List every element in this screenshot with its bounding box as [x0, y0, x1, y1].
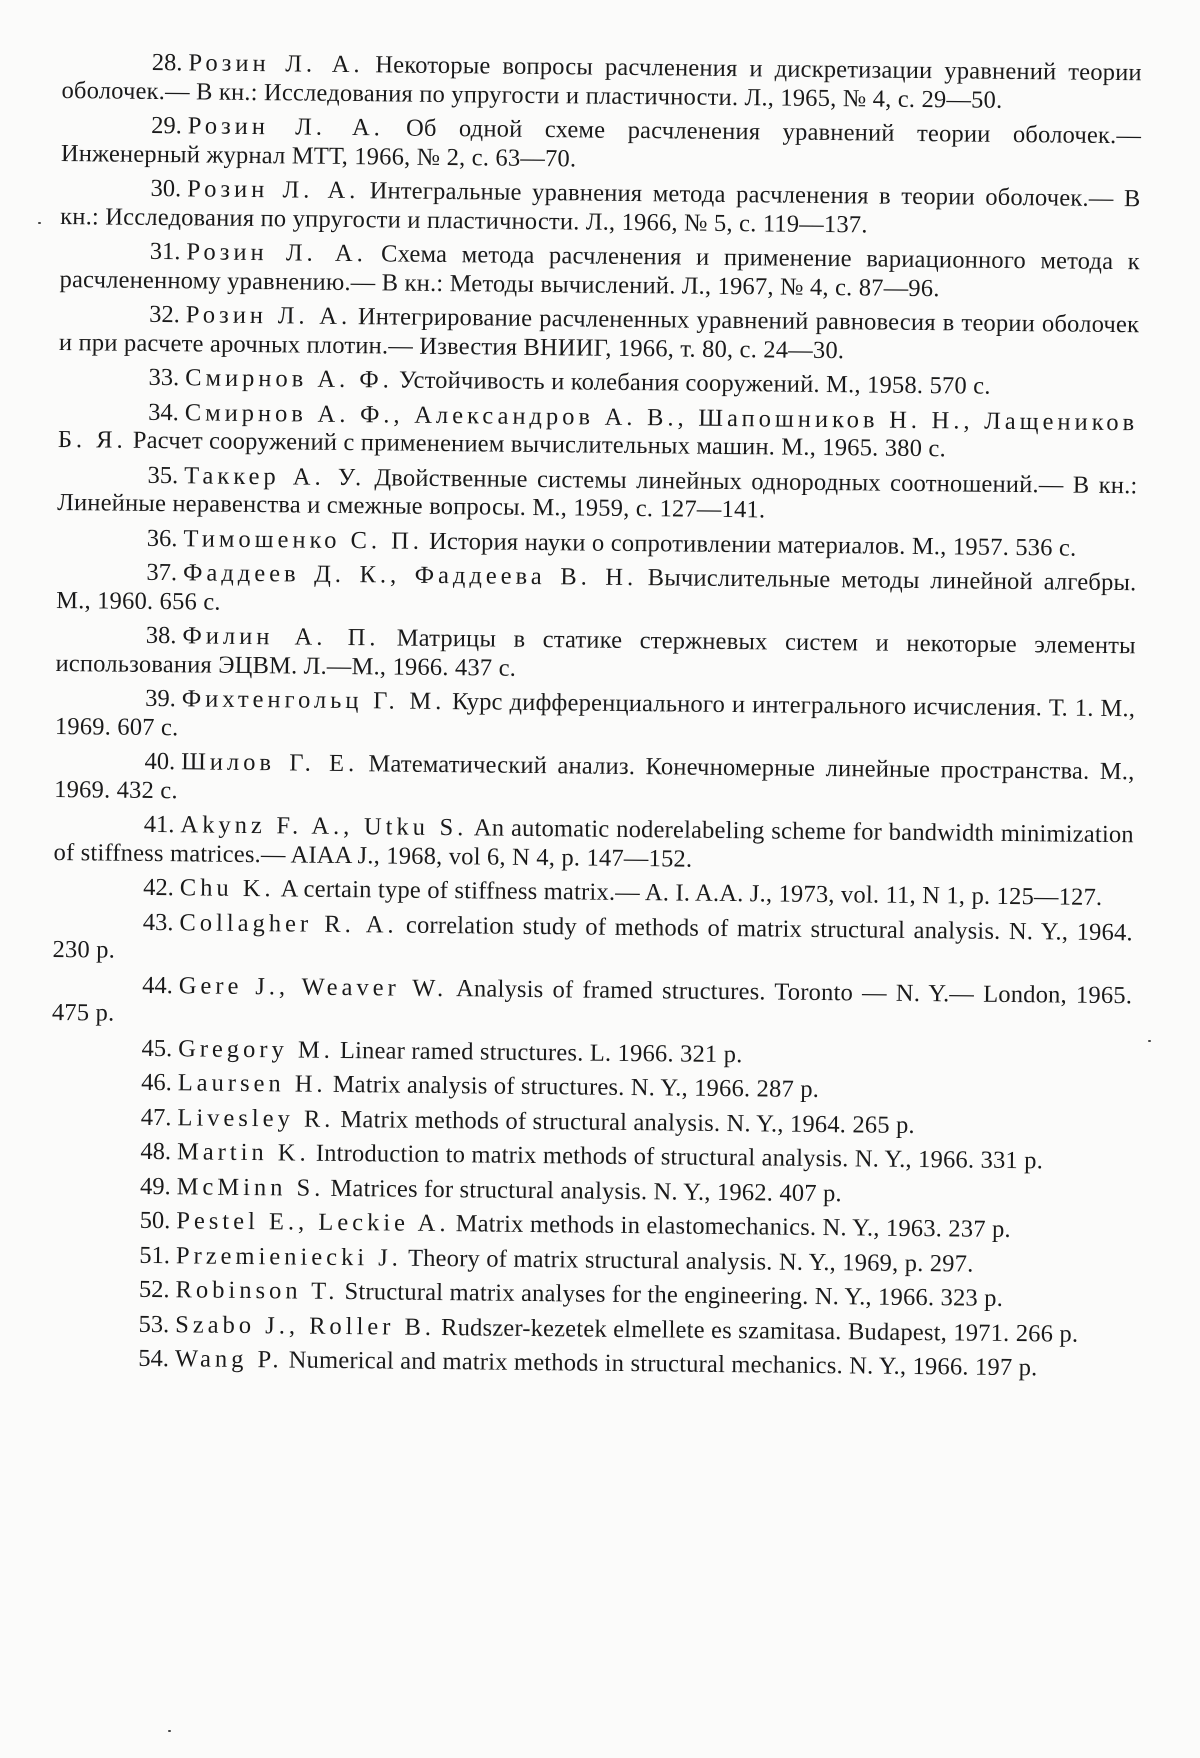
reference-author: Wang P. [174, 1345, 283, 1374]
reference-item [60, 174, 1141, 242]
reference-author: Gere J., Weaver W. [178, 971, 448, 1002]
reference-text: An automatic noderelabeling scheme for bandwidth minimization of stiffness matrices.— AIAA J., 1968, vol 6, N 4, p. 147—152. [53, 814, 1134, 873]
reference-item [53, 873, 1133, 913]
reference-item [58, 363, 1138, 403]
reference-item [56, 558, 1137, 626]
reference-number: 34. [148, 398, 179, 426]
reference-item [51, 1068, 1131, 1108]
reference-item [61, 48, 1142, 116]
reference-author: Филин А. П. [182, 622, 380, 652]
reference-text: Матрицы в статике стержневых систем и некоторые элементы использования ЭЦВМ. Л.—М., 1966. 437 с. [55, 624, 1136, 682]
reference-text: Расчет сооружений с применением вычислительных машин. М., 1965. 380 с. [132, 426, 946, 463]
scan-speck [1148, 1040, 1151, 1042]
reference-number: 44. [142, 971, 173, 999]
reference-text: История науки о сопротивлении материалов. М., 1957. 536 с. [428, 527, 1077, 562]
reference-number: 30. [150, 174, 182, 203]
reference-item [49, 1275, 1129, 1315]
reference-text: Matrices for structural analysis. N. Y., 1962. 407 p. [330, 1174, 842, 1207]
reference-list [48, 48, 1142, 1390]
reference-author: Смирнов А. Ф. [185, 364, 393, 394]
reference-number: 46. [141, 1068, 172, 1097]
reference-author: McMinn S. [176, 1172, 325, 1202]
reference-number: 42. [143, 873, 174, 902]
reference-number: 35. [147, 461, 179, 489]
reference-author: Розин Л. А. [186, 238, 367, 268]
reference-author: Akynz F. A., Utku S. [180, 811, 468, 842]
reference-number: 41. [143, 810, 175, 839]
reference-text: correlation study of methods of matrix structural analysis. N. Y., 1964. 230 p. [52, 911, 1133, 964]
reference-item [53, 810, 1134, 878]
reference-number: 51. [139, 1241, 171, 1269]
reference-author: Martin K. [176, 1138, 310, 1167]
reference-author: Фаддеев Д. К., Фаддеева В. Н. [182, 559, 638, 592]
reference-author: Robinson T. [175, 1276, 339, 1305]
reference-text: Matrix methods in elastomechanics. N. Y., 1963. 237 p. [455, 1210, 1011, 1243]
reference-item [61, 111, 1142, 179]
reference-item [52, 970, 1133, 1038]
reference-number: 52. [138, 1275, 170, 1304]
reference-number: 50. [139, 1206, 171, 1235]
reference-author: Розин Л. А. [187, 175, 360, 205]
reference-item [48, 1309, 1128, 1349]
reference-number: 45. [141, 1034, 173, 1062]
reference-text: Matrix methods of structural analysis. N. Y., 1964. 265 p. [340, 1105, 915, 1139]
reference-text: Theory of matrix structural analysis. N. Y., 1969, p. 297. [407, 1244, 974, 1278]
reference-text: Математический анализ. Конечномерные линейные пространства. М., 1969. 432 с. [54, 750, 1135, 804]
reference-number: 40. [144, 747, 176, 776]
reference-item [54, 747, 1135, 815]
reference-text: Structural matrix analyses for the engineering. N. Y., 1966. 323 p. [344, 1278, 1004, 1312]
reference-text: Numerical and matrix methods in structural mechanics. N. Y., 1966. 197 p. [288, 1346, 1038, 1382]
reference-number: 54. [138, 1344, 170, 1373]
reference-text: Схема метода расчленения и применение вариационного метода к расчлененному уравнению.— В кн.: Методы вычислений. Л., 1967, № 4, с. 87—96. [59, 240, 1140, 302]
reference-author: Laursen H. [177, 1069, 327, 1098]
reference-item [48, 1344, 1128, 1384]
reference-number: 47. [140, 1103, 172, 1131]
reference-author: Gregory M. [178, 1034, 334, 1064]
reference-number: 53. [138, 1310, 170, 1338]
reference-author: Тимошенко С. П. [183, 524, 424, 555]
reference-number: 36. [146, 524, 178, 552]
reference-number: 43. [142, 908, 174, 936]
reference-author: Pestel E., Leckie A. [176, 1207, 450, 1238]
reference-text: A certain type of stiffness matrix.— A. I. A.A. J., 1973, vol. 11, N 1, p. 125—127. [280, 875, 1103, 911]
reference-text: Интегрирование расчлененных уравнений равновесия в теории оболочек и при расчете арочных плотин.— Известия ВНИИГ, 1966, т. 80, с. 24—30. [58, 303, 1140, 364]
reference-item [50, 1206, 1130, 1246]
reference-item [51, 1033, 1131, 1073]
reference-number: 37. [146, 558, 178, 587]
reference-text: Introduction to matrix methods of structural analysis. N. Y., 1966. 331 p. [315, 1139, 1044, 1175]
reference-text: Устойчивость и колебания сооружений. М., 1958. 570 с. [398, 366, 991, 400]
reference-author: Livesley R. [177, 1103, 335, 1133]
reference-text: Rudszer-kezetek elmellete es szamitasa. Budapest, 1971. 266 p. [440, 1313, 1079, 1348]
reference-number: 39. [145, 684, 176, 713]
reference-item [57, 523, 1137, 563]
reference-item [55, 684, 1136, 752]
reference-author: Szabo J., Roller B. [175, 1310, 436, 1341]
reference-item [51, 1102, 1131, 1142]
reference-author: Шилов Г. Е. [181, 748, 359, 778]
reference-item [58, 397, 1139, 465]
reference-author: Розин Л. А. [185, 301, 352, 331]
reference-text: Некоторые вопросы расчленения и дискретизации уравнений теории оболочек.— В кн.: Исследования по упругости и пластичности. Л., 1965, № 4, с. 29—50. [61, 51, 1142, 114]
reference-text: Analysis of framed structures. Toronto — N. Y.— London, 1965. 475 p. [51, 974, 1133, 1027]
reference-author: Chu K. [179, 874, 275, 903]
reference-item [50, 1171, 1130, 1211]
reference-author: Розин Л. А. [188, 49, 364, 79]
reference-item [49, 1240, 1129, 1280]
reference-author: Przemieniecki J. [175, 1241, 403, 1272]
reference-item [55, 621, 1136, 689]
reference-text: Курс дифференциального и интегрального исчисления. Т. 1. М., 1969. 607 с. [54, 688, 1136, 741]
reference-text: Matrix analysis of structures. N. Y., 1966. 287 p. [332, 1070, 820, 1103]
reference-text: Linear ramed structures. L. 1966. 321 p. [339, 1036, 743, 1068]
reference-number: 28. [151, 48, 183, 77]
scan-speck [38, 222, 41, 224]
reference-author: Смирнов А. Ф., Александров А. В., Шапошников Н. Н., Лащеников Б. Я. [57, 398, 1139, 454]
reference-number: 49. [139, 1172, 171, 1200]
reference-item [57, 460, 1138, 528]
reference-text: Вычислительные методы линейной алгебры. М., 1960. 656 с. [56, 564, 1137, 616]
reference-author: Розин Л. А. [187, 112, 385, 142]
reference-number: 33. [148, 363, 180, 392]
reference-number: 38. [145, 621, 177, 650]
reference-number: 32. [149, 300, 180, 329]
reference-item [59, 237, 1140, 305]
reference-number: 48. [140, 1137, 172, 1166]
reference-author: Фихтенгольц Г. М. [181, 685, 446, 716]
reference-author: Таккер А. У. [184, 461, 366, 491]
reference-item [52, 907, 1133, 975]
reference-item [50, 1137, 1130, 1177]
reference-text: Двойственные системы линейных однородных соотношений.— В кн.: Линейные неравенства и смежные вопросы. М., 1959, с. 127—141. [57, 463, 1138, 524]
reference-text: Об одной схеме расчленения уравнений теории оболочек.— Инженерный журнал МТТ, 1966, № 2, с. 63—70. [60, 114, 1142, 172]
scan-speck [168, 1730, 171, 1732]
reference-number: 29. [151, 111, 182, 140]
reference-item [59, 300, 1140, 368]
reference-author: Collagher R. A. [179, 908, 398, 939]
reference-text: Интегральные уравнения метода расчленения в теории оболочек.— В кн.: Исследования по упругости и пластичности. Л., 1966, № 5, с. 119—137. [60, 177, 1141, 238]
reference-number: 31. [149, 237, 181, 266]
